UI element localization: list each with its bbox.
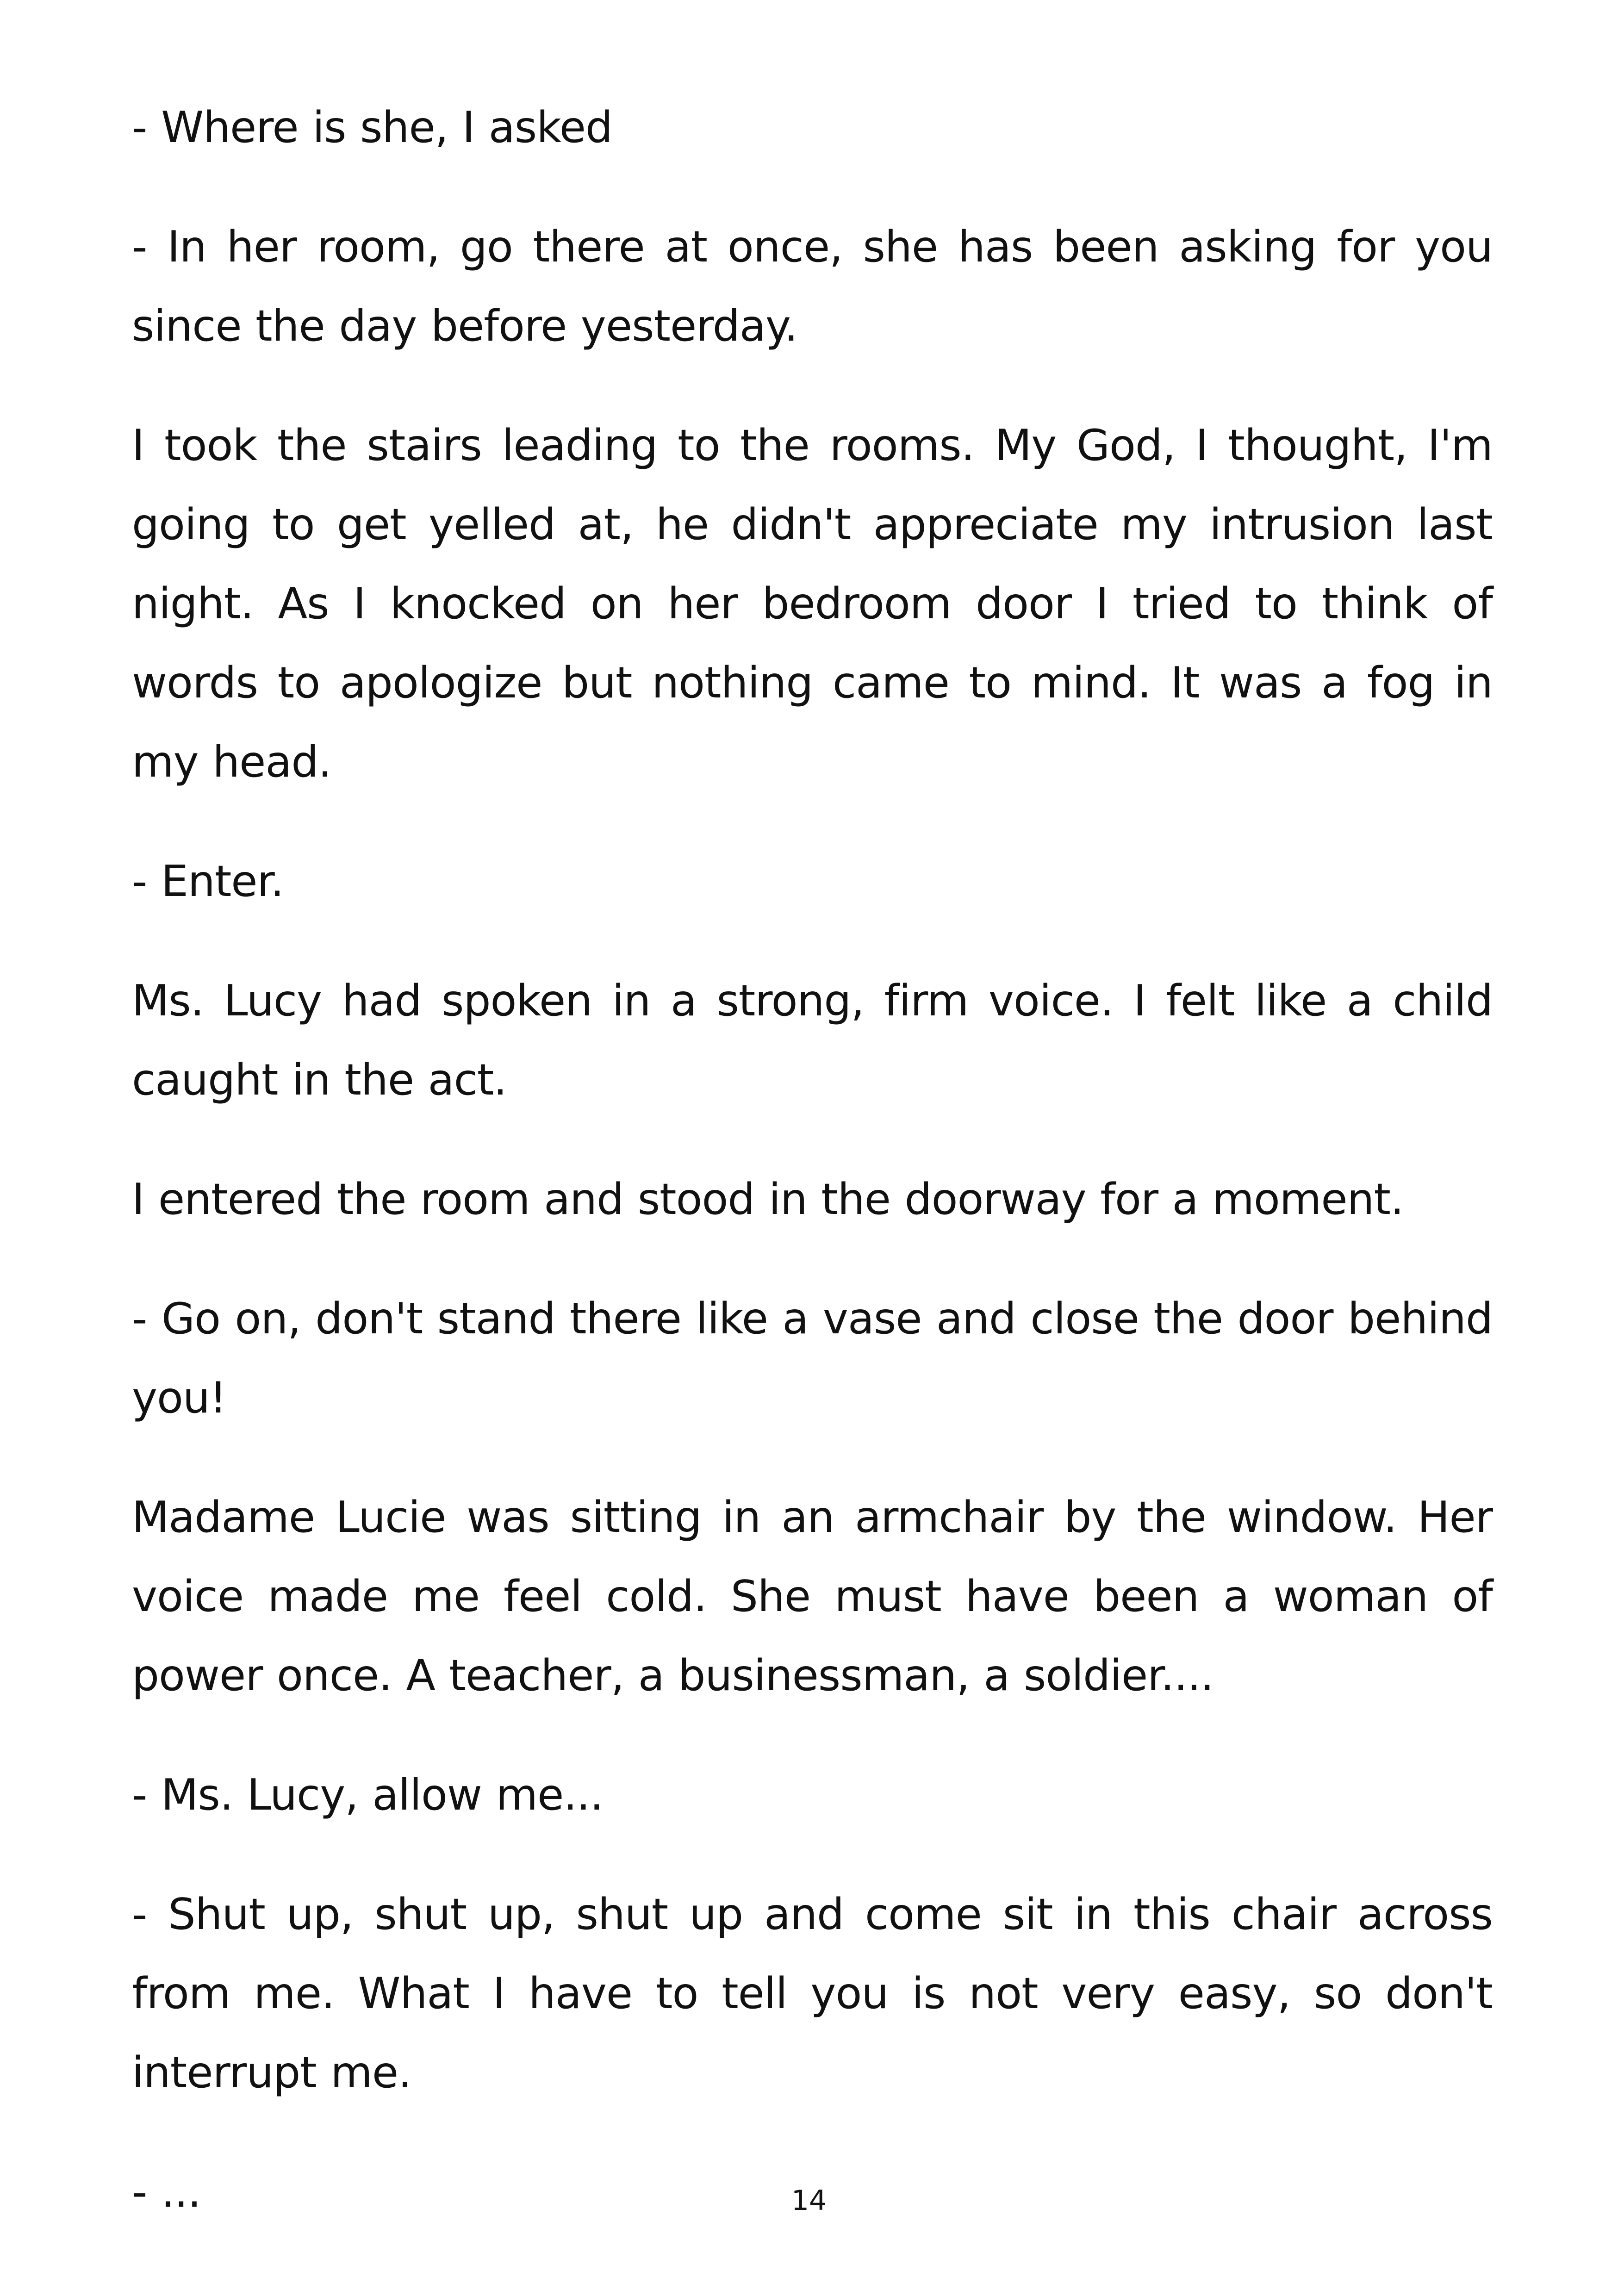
paragraph-2: - In her room, go there at once, she has been asking for you since the day before yesterday. (132, 222, 1493, 351)
paragraph-4: - Enter. (132, 856, 284, 906)
page-number: 14 (791, 2184, 827, 2217)
paragraph-7: - Go on, don't stand there like a vase and close the door behind you! (132, 1294, 1493, 1423)
paragraph-1: - Where is she, I asked (132, 102, 613, 152)
paragraph-8: Madame Lucie was sitting in an armchair by the window. Her voice made me feel cold. She must have been a woman of power once. A teacher, a businessman, a soldier.... (132, 1492, 1493, 1700)
paragraph-3: I took the stairs leading to the rooms. My God, I thought, I'm going to get yelled at, he didn't appreciate my intrusion last night. As I knocked on her bedroom door I tried to think of words to apologize but nothing came to mind. It was a fog in my head. (132, 420, 1493, 787)
paragraph-11: - ... (132, 2167, 201, 2217)
paragraph-9: - Ms. Lucy, allow me... (132, 1770, 604, 1820)
paragraph-6: I entered the room and stood in the doorway for a moment. (132, 1174, 1404, 1224)
page-body (132, 88, 1493, 2232)
paragraph-10: - Shut up, shut up, shut up and come sit in this chair across from me. What I have to tell you is not very easy, so don't interrupt me. (132, 1889, 1493, 2097)
paragraph-5: Ms. Lucy had spoken in a strong, firm voice. I felt like a child caught in the act. (132, 976, 1493, 1105)
